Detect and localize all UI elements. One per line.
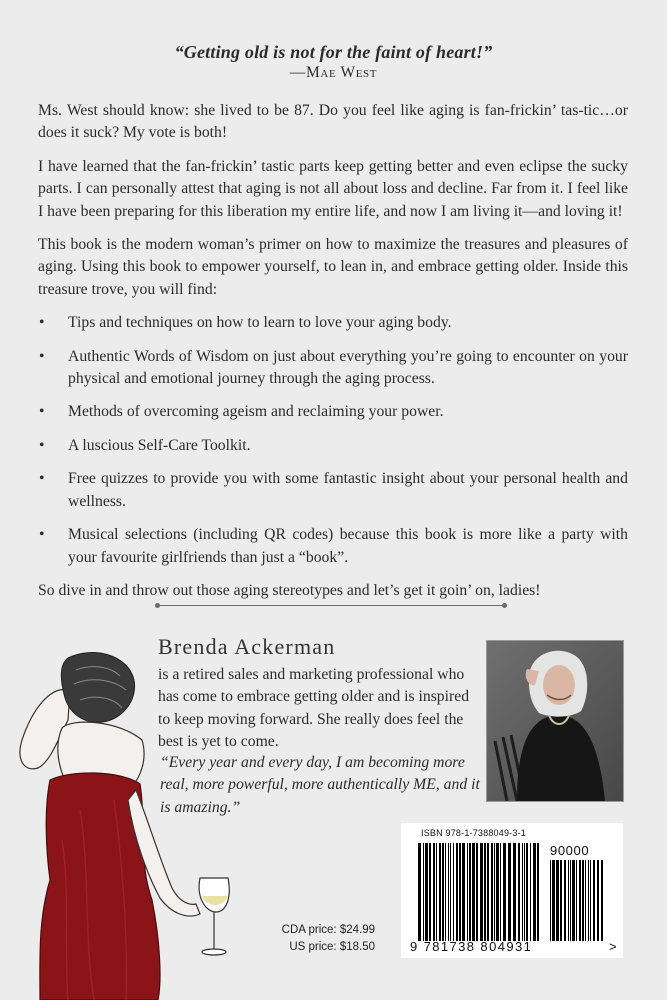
list-item-text: Musical selections (including QR codes) because this book is more like a party with your favourite girlfriends than just a “book”. <box>68 526 628 566</box>
author-portrait-image <box>487 641 623 801</box>
barcode-bar <box>568 860 569 941</box>
barcode-bar <box>496 843 499 941</box>
barcode-bar <box>439 843 441 941</box>
barcode-addon-bars <box>550 860 606 941</box>
barcode-bar <box>423 843 424 941</box>
barcode-bar <box>450 843 451 941</box>
barcode-bar <box>442 843 444 941</box>
barcode-bar <box>537 843 539 941</box>
barcode-bar <box>533 843 536 941</box>
price-cda: CDA price: $24.99 <box>281 924 375 936</box>
list-item-text: Authentic Words of Wisdom on just about everything you’re going to encounter on your physical and emotional journey through the aging process. <box>68 347 628 388</box>
author-bio: is a retired sales and marketing professional who has come to embrace getting older and is inspired to keep moving forward. She really does feel the best is yet to come. <box>158 666 470 751</box>
barcode-bar <box>476 843 478 941</box>
epigraph-author: Mae West <box>306 64 378 81</box>
barcode-bar <box>552 860 555 941</box>
barcode-bar <box>579 860 581 941</box>
list-item-text: Tips and techniques on how to learn to love your aging body. <box>68 314 452 332</box>
barcode-bar <box>560 860 562 941</box>
barcode-bar <box>500 843 501 941</box>
paragraph-2: I have learned that the fan-frickin’ tastic parts keep getting better and even eclipse the sucky parts. I can personally attest that aging is not all about loss and decline. Far from it. I feel like I have been preparing for this liberation my entire life, and now I am living it—and loving it! <box>38 157 628 220</box>
author-photo <box>486 640 624 802</box>
barcode-bar <box>425 843 428 941</box>
bullet-glyph: • <box>39 526 45 544</box>
paragraph-3: This book is the modern woman’s primer on how to maximize the treasures and pleasures of aging. Using this book to empower yourself, to lean in, and embrace getting older. Inside this treasure trove, you will find: <box>38 236 628 298</box>
isbn-barcode <box>401 823 623 958</box>
barcode-bar <box>418 843 421 941</box>
barcode-bar <box>491 843 493 941</box>
bullet-glyph: • <box>39 403 45 421</box>
barcode-bar <box>459 843 461 941</box>
barcode-number: 9 781738 804931 <box>410 939 533 954</box>
list-item <box>38 312 628 334</box>
list-item <box>38 346 628 391</box>
list-item <box>38 524 628 569</box>
barcode-bar <box>585 860 586 941</box>
section-divider <box>158 605 504 606</box>
list-item-text: A luscious Self-Care Toolkit. <box>68 436 251 454</box>
barcode-bar <box>487 843 489 941</box>
barcode-bar <box>467 843 468 941</box>
divider-dot-right <box>502 603 507 608</box>
epigraph-attribution <box>0 64 667 82</box>
barcode-addon-number: 90000 <box>550 843 590 858</box>
barcode-bar <box>518 843 520 941</box>
price-block <box>282 922 375 956</box>
author-quote: “Every year and every day, I am becoming more real, more powerful, more authentically ME, and it is amazing.” <box>160 754 480 816</box>
barcode-bar <box>556 860 559 941</box>
barcode-bar <box>524 843 525 941</box>
barcode-bar <box>601 860 603 941</box>
barcode-bar <box>448 843 449 941</box>
barcode-bar <box>456 843 458 941</box>
barcode-bar <box>576 860 577 941</box>
barcode-bar <box>445 843 446 941</box>
barcode-bar <box>436 843 437 941</box>
divider-dot-left <box>155 603 160 608</box>
closing-paragraph: So dive in and throw out those aging stereotypes and let’s get it goin’ on, ladies! <box>38 581 541 599</box>
bullet-glyph: • <box>39 436 45 454</box>
barcode-bar <box>503 843 506 941</box>
barcode-bar <box>462 843 465 941</box>
barcode-bar <box>593 860 595 941</box>
epigraph-dash: — <box>289 64 307 81</box>
barcode-bar <box>564 860 566 941</box>
list-item <box>38 468 628 513</box>
barcode-bar <box>508 843 511 941</box>
barcode-bar <box>526 843 528 941</box>
author-name: Brenda Ackerman <box>158 634 336 659</box>
barcode-bar <box>494 843 495 941</box>
barcode-bar <box>472 843 475 941</box>
list-item <box>38 435 628 457</box>
blurb-body <box>38 100 628 613</box>
barcode-bar <box>530 843 531 941</box>
price-us: US price: $18.50 <box>289 941 375 953</box>
barcode-bar <box>597 860 599 941</box>
list-item <box>38 401 628 423</box>
barcode-bar <box>590 860 591 941</box>
isbn-label: ISBN 978-1-7388049-3-1 <box>421 828 526 838</box>
barcode-bar <box>433 843 435 941</box>
barcode-bar <box>588 860 589 941</box>
barcode-bar <box>522 843 523 941</box>
barcode-main-bars <box>418 843 542 941</box>
barcode-bar <box>453 843 454 941</box>
epigraph-quote: “Getting old is not for the faint of heart!” <box>174 42 493 62</box>
barcode-arrow: > <box>609 939 617 954</box>
bullet-glyph: • <box>39 347 45 365</box>
barcode-bar <box>513 843 516 941</box>
bullet-glyph: • <box>39 314 45 332</box>
bullet-glyph: • <box>39 470 45 488</box>
barcode-bar <box>484 843 486 941</box>
barcode-bar <box>480 843 483 941</box>
barcode-bar <box>550 860 551 941</box>
barcode-bar <box>469 843 471 941</box>
barcode-bar <box>429 843 431 941</box>
list-item-text: Methods of overcoming ageism and reclaiming your power. <box>68 403 444 421</box>
paragraph-1: Ms. West should know: she lived to be 87. Do you feel like aging is fan-frickin’ tas-tic…or does it suck? My vote is both! <box>38 102 628 142</box>
barcode-bar <box>582 860 584 941</box>
list-item-text: Free quizzes to provide you with some fantastic insight about your personal health and wellness. <box>68 470 628 510</box>
barcode-bar <box>570 860 571 941</box>
feature-list <box>38 312 628 569</box>
barcode-bar <box>572 860 575 941</box>
